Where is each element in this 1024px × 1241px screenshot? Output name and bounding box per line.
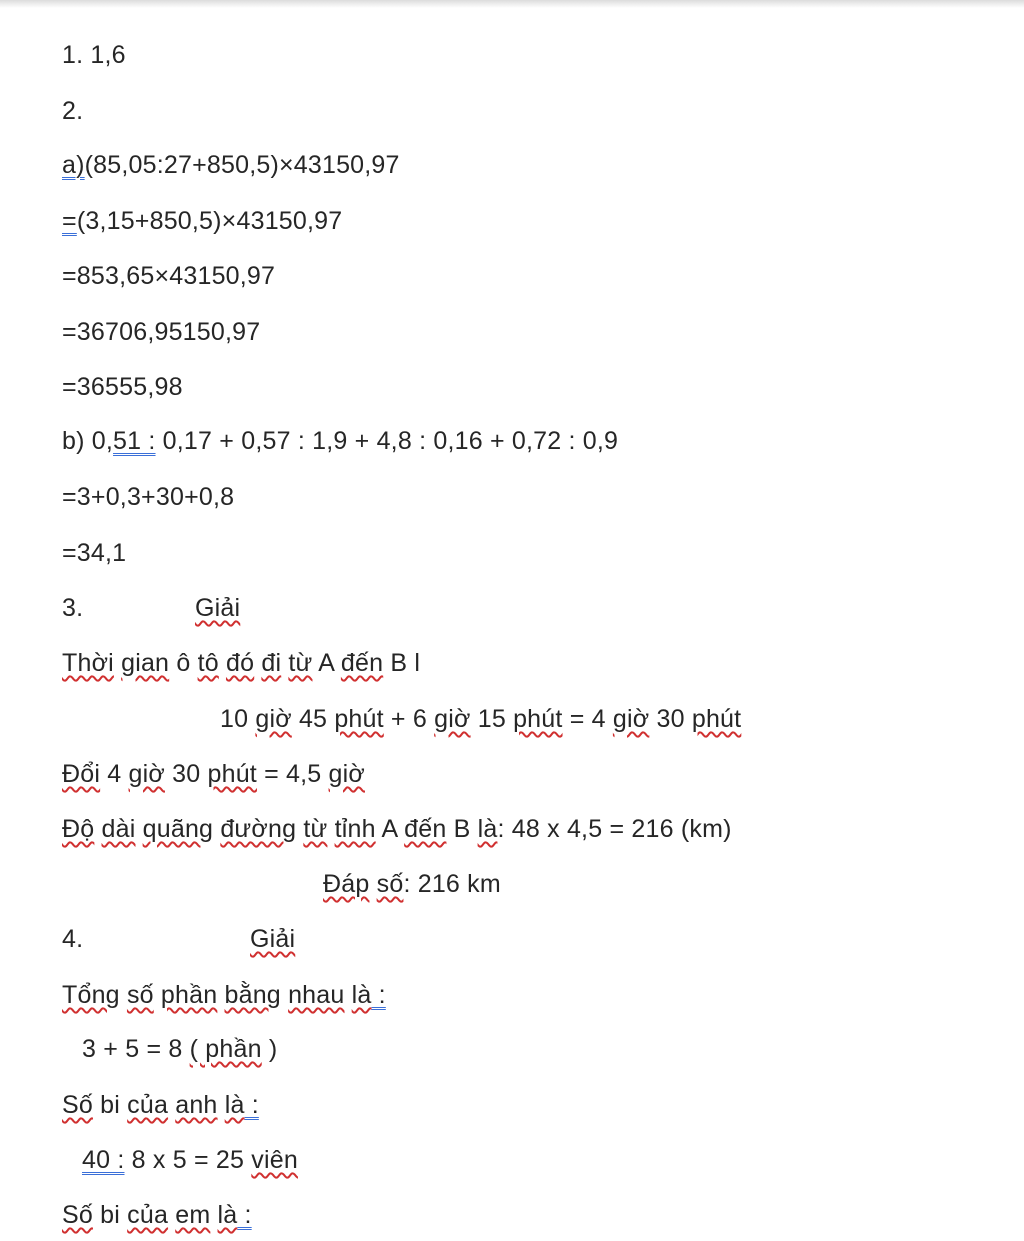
spellcheck-word: phút: [207, 760, 257, 788]
text-run: (3,15+850,5)×43150,97: [76, 207, 343, 235]
answer-3-line-2: [220, 704, 741, 734]
text-run: [120, 981, 127, 1009]
spellcheck-word: Độ: [62, 815, 95, 843]
text-run: 4.: [62, 925, 84, 953]
spellcheck-word: từ: [288, 649, 313, 677]
text-run: 8 x 5 = 25: [124, 1146, 252, 1174]
text-run: = 4,5: [256, 760, 329, 788]
text-run: 2.: [62, 97, 84, 125]
spellcheck-word: Giải: [250, 925, 296, 953]
answer-3-line-1: [62, 648, 420, 678]
text-run: 30: [649, 705, 692, 733]
text-run: B: [446, 815, 478, 843]
answer-1-line: [62, 40, 126, 70]
spellcheck-word: quãng: [142, 815, 214, 843]
answer-4-solution-label: [250, 924, 295, 954]
spellcheck-word: của: [127, 1201, 169, 1229]
text-run: A: [312, 649, 341, 677]
spellcheck-word: giờ: [328, 760, 365, 788]
spellcheck-word: phút: [513, 705, 563, 733]
answer-2b-step-1: [62, 482, 234, 512]
spellcheck-word: là: [224, 1091, 245, 1119]
text-run: 10: [220, 705, 256, 733]
answer-2a-step-1: [62, 206, 342, 236]
spellcheck-word: phút: [334, 705, 384, 733]
answer-2b-expression: [62, 426, 618, 456]
text-run: bi: [92, 1201, 128, 1229]
answer-4-line-1: [62, 980, 386, 1010]
text-run: b) 0,: [62, 427, 114, 455]
answer-3-line-4: [62, 814, 732, 844]
text-run: bi: [92, 1091, 128, 1119]
grammar-mark: :: [371, 981, 386, 1009]
answer-2b-result: [62, 538, 126, 568]
answer-4-line-5: [62, 1200, 252, 1230]
spellcheck-word: phần: [160, 981, 218, 1009]
spellcheck-word: Tổng: [62, 981, 120, 1009]
spellcheck-word: giờ: [612, 705, 650, 733]
answer-3-solution-label: [195, 593, 240, 623]
grammar-mark: =: [62, 207, 77, 235]
spellcheck-word: Đáp: [323, 870, 370, 898]
spellcheck-word: Thời: [62, 649, 114, 677]
text-run: =853,65×43150,97: [62, 262, 276, 290]
text-run: [218, 1091, 225, 1119]
spellcheck-word: đi: [261, 649, 282, 677]
text-run: = 4: [562, 705, 613, 733]
text-run: =36706,95150,97: [62, 318, 261, 346]
text-run: 4: [100, 760, 129, 788]
spellcheck-word: đó: [225, 649, 255, 677]
spellcheck-word: số: [126, 981, 154, 1009]
spellcheck-word: viên: [251, 1146, 298, 1174]
text-run: 0,17 + 0,57 : 1,9 + 4,8 : 0,16 + 0,72 : 0,9: [155, 427, 619, 455]
text-run: : 48 x 4,5 = 216 (km): [497, 815, 732, 843]
spellcheck-word: Giải: [195, 594, 241, 622]
text-run: [94, 815, 101, 843]
answer-4-heading: [62, 924, 83, 954]
spellcheck-word: là: [217, 1201, 238, 1229]
text-run: A: [375, 815, 405, 843]
answer-4-line-4: [82, 1145, 298, 1175]
text-run: 3 + 5 = 8: [82, 1035, 190, 1063]
text-run: [219, 649, 226, 677]
text-run: 45: [291, 705, 335, 733]
spellcheck-word: đến: [404, 815, 447, 843]
spellcheck-word: đến: [340, 649, 384, 677]
text-run: [135, 815, 142, 843]
grammar-mark: 40 :: [82, 1146, 125, 1174]
grammar-mark: :: [237, 1201, 252, 1229]
answer-2a-step-3: [62, 317, 260, 347]
spellcheck-word: nhau: [288, 981, 345, 1009]
text-run: =3+0,3+30+0,8: [62, 483, 235, 511]
answer-2a-expression: [62, 150, 400, 180]
grammar-mark: :: [244, 1091, 259, 1119]
text-run: [369, 870, 376, 898]
spellcheck-word: giờ: [255, 705, 292, 733]
spellcheck-word: ( phần: [189, 1035, 262, 1063]
text-run: [345, 981, 352, 1009]
answer-4-line-2: [82, 1034, 277, 1064]
grammar-mark: 51 :: [113, 427, 156, 455]
text-run: [210, 1201, 217, 1229]
answer-2a-result: [62, 372, 183, 402]
spellcheck-word: tỉnh: [334, 815, 376, 843]
spellcheck-word: tô: [197, 649, 219, 677]
spellcheck-word: đường: [220, 815, 297, 843]
spellcheck-word: anh: [175, 1091, 218, 1119]
spellcheck-word: giờ: [128, 760, 165, 788]
spellcheck-word: là: [477, 815, 498, 843]
spellcheck-word: em: [175, 1201, 211, 1229]
spellcheck-word: phút: [691, 705, 742, 733]
text-run: : 216 km: [403, 870, 501, 898]
spellcheck-word: Đổi: [62, 760, 101, 788]
spellcheck-word: là: [351, 981, 372, 1009]
spellcheck-word: số: [376, 870, 404, 898]
answer-2a-step-2: [62, 261, 275, 291]
text-run: + 6: [383, 705, 435, 733]
answer-3-final: [323, 869, 501, 899]
text-run: ): [261, 1035, 278, 1063]
text-run: 15: [470, 705, 514, 733]
text-run: [217, 981, 224, 1009]
text-run: =36555,98: [62, 373, 183, 401]
text-run: [154, 981, 161, 1009]
spellcheck-word: giờ: [434, 705, 471, 733]
spellcheck-word: gian: [121, 649, 170, 677]
text-run: =34,1: [62, 539, 127, 567]
answer-3-line-3: [62, 759, 365, 789]
spellcheck-word: từ: [303, 815, 328, 843]
spellcheck-word: của: [127, 1091, 169, 1119]
text-run: 3.: [62, 594, 84, 622]
text-run: B l: [383, 649, 421, 677]
text-run: 30: [164, 760, 208, 788]
answer-3-heading: [62, 593, 83, 623]
text-run: (85,05:27+850,5)×43150,97: [84, 151, 400, 179]
spellcheck-word: Số: [62, 1091, 93, 1119]
text-run: ô: [169, 649, 198, 677]
text-run: [281, 981, 288, 1009]
spellcheck-word: bằng: [224, 981, 281, 1009]
text-run: [327, 815, 334, 843]
answer-4-line-3: [62, 1090, 259, 1120]
grammar-mark: a): [62, 151, 85, 179]
answer-2-heading: [62, 96, 83, 126]
text-run: 1. 1,6: [62, 41, 126, 69]
spellcheck-word: Số: [62, 1201, 93, 1229]
spellcheck-word: dài: [101, 815, 136, 843]
